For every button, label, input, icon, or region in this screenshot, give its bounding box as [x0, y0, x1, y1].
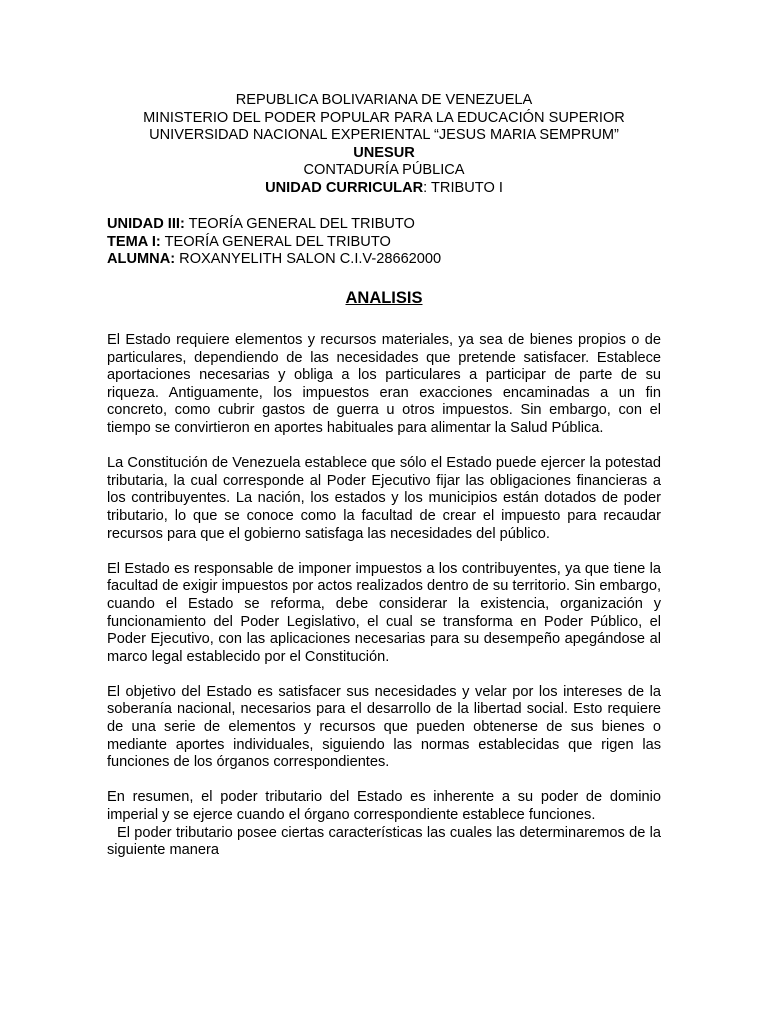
- meta-unidad: [107, 216, 661, 234]
- unidad-curricular-label: UNIDAD CURRICULAR: [265, 179, 424, 196]
- meta-alumna-label: ALUMNA:: [107, 251, 176, 268]
- paragraph: La Constitución de Venezuela establece que sólo el Estado puede ejercer la potestad tributaria, la cual corresponde al Poder Ejecutivo fijar las obligaciones financieras a los contribuyentes. La nación, los estados y los municipios están dotados de poder tributario, lo que se conoce como la facultad de crear el impuesto para recaudar recursos para que el gobierno satisfaga las necesidades del público.: [107, 455, 661, 542]
- meta-tema-value: TEORÍA GENERAL DEL TRIBUTO: [160, 233, 391, 250]
- header-line-universidad: UNIVERSIDAD NACIONAL EXPERIENTAL “JESUS MARIA SEMPRUM”: [149, 127, 619, 144]
- header-line-carrera: CONTADURÍA PÚBLICA: [303, 162, 465, 179]
- document-body: [107, 332, 661, 877]
- meta-alumna: [107, 251, 661, 269]
- paragraph: El poder tributario posee ciertas características las cuales las determinaremos de la siguiente manera: [107, 824, 661, 859]
- meta-unidad-value: TEORÍA GENERAL DEL TRIBUTO: [184, 216, 415, 232]
- paragraph: El Estado requiere elementos y recursos materiales, ya sea de bienes propios o de particulares, dependiendo de las necesidades que pretende satisfacer. Establece aportaciones necesarias y obliga a los particulares a participar de parte de su riqueza. Antiguamente, los impuestos eran exacciones encaminadas a un fin concreto, como cubrir gastos de guerra u otros impuestos. Sin embargo, con el tiempo se convirtieron en aportes habituales para alimentar la Salud Pública.: [107, 332, 661, 436]
- paragraph: El objetivo del Estado es satisfacer sus necesidades y velar por los intereses de la soberanía nacional, necesarios para el desarrollo de la libertad social. Esto requiere de una serie de elementos y recursos que pueden obtenerse de sus bienes o mediante aportes individuales, siguiendo las normas establecidas que rigen las funciones de los órganos correspondientes.: [107, 683, 661, 771]
- meta-unidad-label: UNIDAD III:: [107, 216, 185, 232]
- document-meta: [107, 216, 661, 269]
- unidad-curricular-value: : TRIBUTO I: [423, 179, 503, 196]
- header-line-unesur: UNESUR: [353, 144, 415, 161]
- meta-tema-label: TEMA I:: [107, 233, 161, 250]
- paragraph: En resumen, el poder tributario del Estado es inherente a su poder de dominio imperial y se ejerce cuando el órgano correspondiente establece funciones.: [107, 789, 661, 824]
- header-line-ministerio: MINISTERIO DEL PODER POPULAR PARA LA EDUCACIÓN SUPERIOR: [143, 109, 625, 126]
- meta-tema: [107, 234, 661, 252]
- paragraph: El Estado es responsable de imponer impuestos a los contribuyentes, ya que tiene la facultad de exigir impuestos por actos realizados dentro de su territorio. Sin embargo, cuando el Estado se reforma, debe considerar la existencia, organización y funcionamiento del Poder Legislativo, el cual se transforma en Poder Público, el Poder Ejecutivo, con las aplicaciones necesarias para su desempeño apegándose al marco legal establecido por el Constitución.: [107, 560, 661, 665]
- header-line-unidad-curricular: [0, 180, 768, 198]
- meta-alumna-value: ROXANYELITH SALON C.I.V-28662000: [175, 251, 442, 268]
- document-header: [0, 92, 768, 198]
- page-title: ANALISIS: [345, 289, 423, 307]
- header-line-republica: REPUBLICA BOLIVARIANA DE VENEZUELA: [235, 92, 533, 108]
